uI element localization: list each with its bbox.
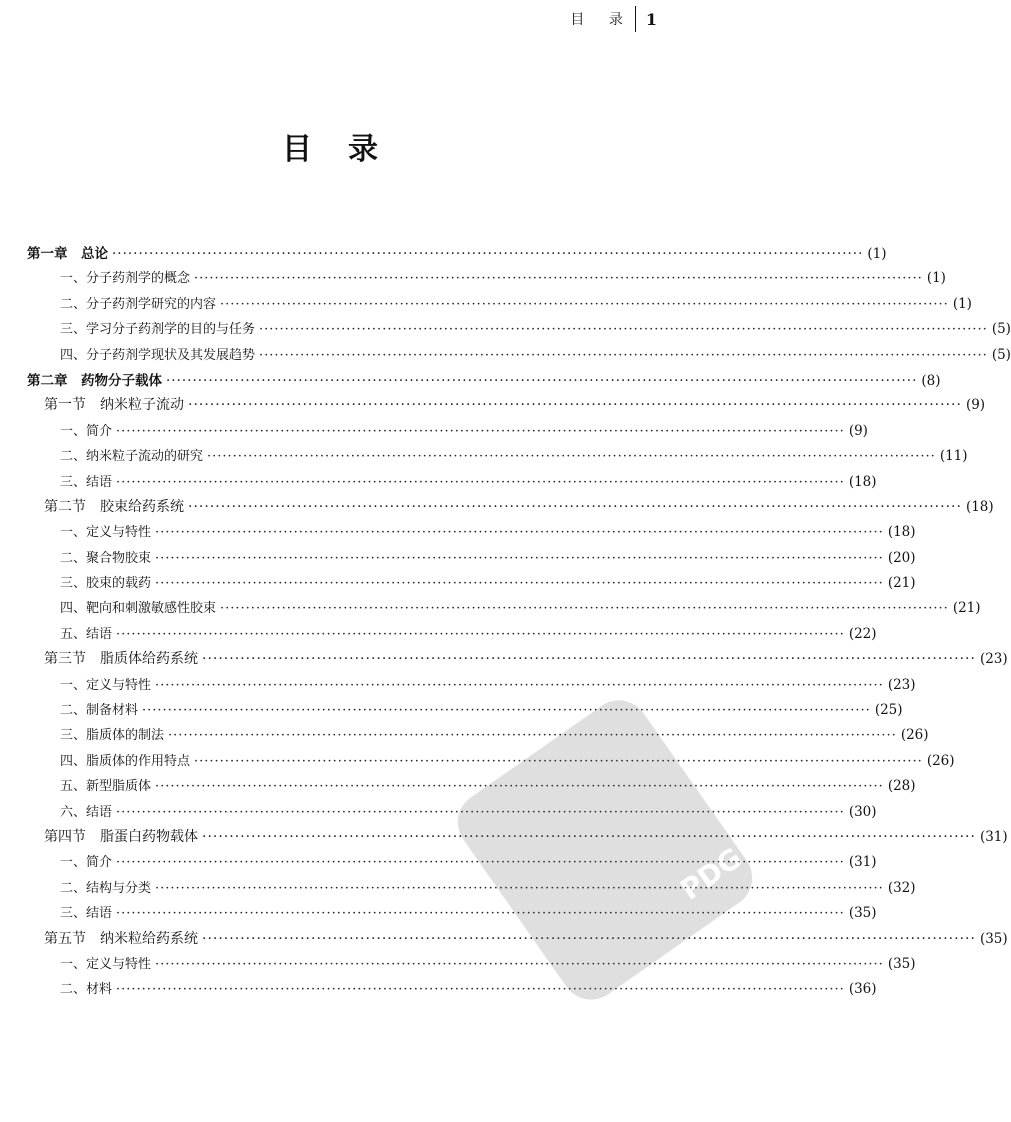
dot-leader <box>155 525 884 540</box>
dot-leader <box>220 297 949 312</box>
running-head-title: 目 录 <box>570 12 633 28</box>
watermark-text: PDG <box>674 841 749 907</box>
toc-entry-item <box>27 445 968 470</box>
dot-leader <box>155 576 884 591</box>
toc-entry-label: 三、胶束的载药 <box>60 576 152 592</box>
toc-entry-page: (35) <box>887 955 916 972</box>
toc-entry-label: 第四节 脂蛋白药物载体 <box>44 828 198 845</box>
toc-entry-page: (18) <box>965 498 994 515</box>
toc-entry-item <box>27 775 916 800</box>
toc-entry-page: (21) <box>887 575 916 592</box>
dot-leader <box>142 703 871 718</box>
running-head <box>570 8 657 30</box>
toc-entry-label: 二、制备材料 <box>60 703 139 719</box>
toc-entry-label: 六、结语 <box>60 804 113 820</box>
toc-entry-page: (21) <box>952 600 981 617</box>
dot-leader <box>155 957 884 972</box>
toc-entry-label: 二、结构与分类 <box>60 880 152 896</box>
toc-entry-label: 一、分子药剂学的概念 <box>60 271 191 287</box>
toc-entry-label: 五、新型脂质体 <box>60 779 152 795</box>
dot-leader <box>259 348 988 363</box>
toc-entry-item <box>27 293 972 318</box>
toc-entry-page: (26) <box>926 752 955 769</box>
toc-entry-label: 三、脂质体的制法 <box>60 728 165 744</box>
dot-leader <box>168 728 897 743</box>
dot-leader <box>116 805 845 820</box>
dot-leader <box>155 881 884 896</box>
toc-entry-item <box>27 877 916 902</box>
dot-leader <box>207 449 936 464</box>
toc-entry-item <box>27 597 981 622</box>
toc-entry-item <box>27 801 877 826</box>
toc-entry-page: (30) <box>848 803 877 820</box>
toc-entry-item <box>27 267 946 292</box>
toc-entry-label: 五、结语 <box>60 626 113 642</box>
toc-entry-label: 一、定义与特性 <box>60 956 152 972</box>
toc-entry-label: 二、聚合物胶束 <box>60 550 152 566</box>
toc-entry-label: 三、结语 <box>60 906 113 922</box>
toc-entry-label: 一、定义与特性 <box>60 677 152 693</box>
toc-entry-page: (11) <box>939 448 968 465</box>
dot-leader <box>166 373 917 389</box>
toc-entry-page: (35) <box>979 930 1008 947</box>
toc-entry-page: (32) <box>887 879 916 896</box>
toc-entry-label: 四、分子药剂学现状及其发展趋势 <box>60 347 256 363</box>
dot-leader <box>202 829 976 845</box>
toc-entry-page: (28) <box>887 778 916 795</box>
page-title: 目录 <box>282 132 414 167</box>
toc-entry-item <box>27 851 877 876</box>
dot-leader <box>116 855 845 870</box>
dot-leader <box>116 627 845 642</box>
toc-entry-item <box>27 521 916 546</box>
dot-leader <box>155 551 884 566</box>
running-head-divider <box>635 6 636 32</box>
toc-entry-page: (5) <box>991 321 1011 338</box>
toc-entry-item <box>27 344 1011 369</box>
toc-entry-item <box>27 953 916 978</box>
toc-entry-label: 第五节 纳米粒给药系统 <box>44 930 198 947</box>
dot-leader <box>112 246 863 262</box>
dot-leader <box>194 271 923 286</box>
toc-entry-item <box>27 471 877 496</box>
toc-entry-page: (1) <box>926 270 946 287</box>
toc-entry-page: (36) <box>848 981 877 998</box>
toc-entry-item <box>27 699 903 724</box>
toc-entry-chapter <box>27 369 941 394</box>
toc-entry-item <box>27 724 929 749</box>
toc-entry-label: 四、脂质体的作用特点 <box>60 753 191 769</box>
dot-leader <box>188 397 962 413</box>
toc-entry-label: 第二章 药物分子载体 <box>27 372 162 389</box>
toc-entry-item <box>27 572 916 597</box>
toc-entry-label: 第三节 脂质体给药系统 <box>44 651 198 668</box>
toc-entry-page: (35) <box>848 905 877 922</box>
dot-leader <box>188 499 962 515</box>
dot-leader <box>194 754 923 769</box>
dot-leader <box>155 779 884 794</box>
toc-entry-section <box>27 928 1008 953</box>
toc-entry-item <box>27 547 916 572</box>
dot-leader <box>116 982 845 997</box>
toc-entry-page: (9) <box>965 397 986 414</box>
toc-entry-label: 一、简介 <box>60 423 113 439</box>
toc-entry-label: 一、简介 <box>60 855 113 871</box>
dot-leader <box>155 678 884 693</box>
dot-leader <box>220 601 949 616</box>
toc-entry-item <box>27 623 877 648</box>
toc-entry-item <box>27 750 955 775</box>
toc-entry-page: (23) <box>887 676 916 693</box>
toc-entry-page: (31) <box>848 854 877 871</box>
toc-entry-section <box>27 394 986 419</box>
toc-entry-section <box>27 648 1008 673</box>
toc-entry-label: 三、结语 <box>60 474 113 490</box>
toc-entry-label: 二、分子药剂学研究的内容 <box>60 296 217 312</box>
toc-entry-label: 第一章 总论 <box>27 246 108 262</box>
dot-leader <box>202 931 976 947</box>
toc-entry-item <box>27 674 916 699</box>
dot-leader <box>202 651 976 667</box>
toc-entry-label: 二、材料 <box>60 982 113 998</box>
toc-entry-item <box>27 420 868 445</box>
toc-entry-page: (26) <box>900 727 929 744</box>
toc-entry-page: (23) <box>979 651 1008 668</box>
toc-entry-item <box>27 978 877 1003</box>
toc-entry-page: (31) <box>979 828 1008 845</box>
toc-entry-label: 第一节 纳米粒子流动 <box>44 397 184 414</box>
toc-entry-page: (18) <box>848 473 877 490</box>
toc-entry-section <box>27 496 994 521</box>
dot-leader <box>116 906 845 921</box>
toc-entry-label: 二、纳米粒子流动的研究 <box>60 449 204 465</box>
dot-leader <box>116 424 845 439</box>
toc-entry-page: (20) <box>887 549 916 566</box>
toc-entry-page: (18) <box>887 524 916 541</box>
toc-entry-page: (25) <box>874 702 903 719</box>
toc-entry-page: (5) <box>991 346 1011 363</box>
dot-leader <box>116 475 845 490</box>
toc-entry-label: 第二节 胶束给药系统 <box>44 498 184 515</box>
page-number: 1 <box>645 9 657 29</box>
toc-entry-chapter <box>27 242 887 267</box>
toc-entry-page: (1) <box>952 295 972 312</box>
toc-entry-label: 三、学习分子药剂学的目的与任务 <box>60 322 256 338</box>
toc-entry-item <box>27 902 877 927</box>
toc-entry-page: (8) <box>921 372 941 389</box>
toc-entry-section <box>27 826 1008 851</box>
toc-entry-label: 一、定义与特性 <box>60 525 152 541</box>
toc-entry-page: (9) <box>848 422 868 439</box>
toc-entry-page: (1) <box>867 246 887 262</box>
toc-entry-page: (22) <box>848 625 877 642</box>
toc-entry-label: 四、靶向和刺激敏感性胶束 <box>60 601 217 617</box>
toc-entry-item <box>27 318 1011 343</box>
dot-leader <box>259 322 988 337</box>
